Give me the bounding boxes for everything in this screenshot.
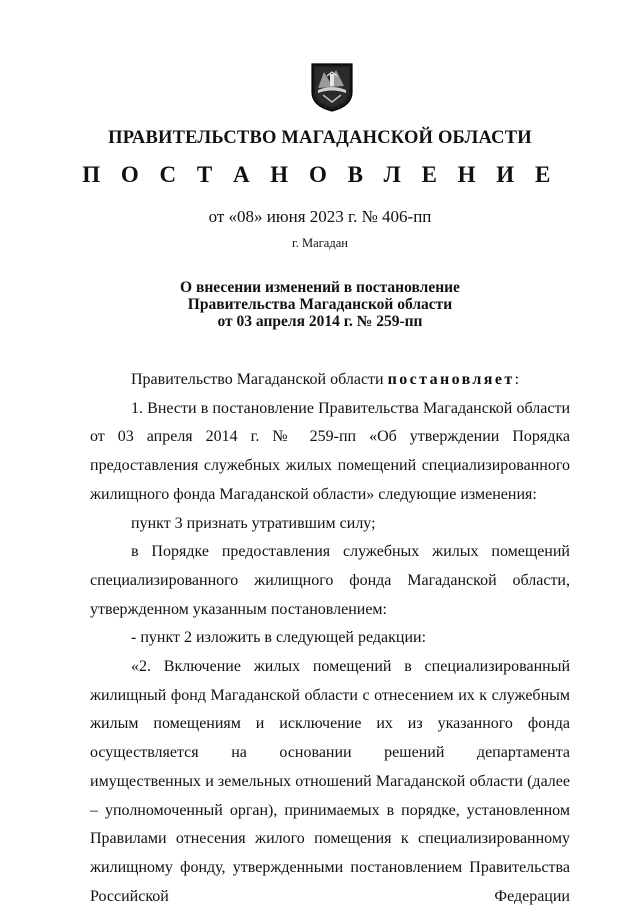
intro-lead: Правительство Магаданской области [131, 371, 388, 388]
item-1-order-paragraph: в Порядке предоставления служебных жилых помещений специализированного жилищного фонда Магаданской области, утвержденном указанным постановлением: [90, 543, 570, 618]
magadan-region-coat-of-arms-icon [310, 62, 354, 112]
document-body [90, 366, 570, 911]
subject-line: О внесении изменений в постановление [180, 279, 460, 296]
item-1-paragraph: 1. Внести в постановление Правительства Магаданской области от 03 апреля 2014 г. № 259-пп «Об утверждении Порядка предоставления служебных жилых помещений специализированного жилищного фонда Магаданской области» следующие изменения: [90, 399, 570, 503]
intro-keyword: постановляет [387, 371, 515, 388]
quoted-point-2: «2. Включение жилых помещений в специализированный жилищный фонд Магаданской области с отнесением их к служебным жилым помещениям и исключение их из указанного фонда осуществляется на основании решений департамента имущественных и земельных отношений Магаданской области (далее – уполномоченный орган), принимаемых в порядке, установленном Правилами отнесения жилого помещения к специализированному жилищному фонду, утвержденными постановлением Правительства Российской Федерации [90, 658, 570, 905]
item-1-point-2: - пункт 2 изложить в следующей редакции: [131, 629, 427, 647]
document-date-number: от «08» июня 2023 г. № 406-пп [208, 207, 432, 226]
item-1-point-3: пункт 3 признать утратившим силу; [131, 514, 376, 532]
subject-line: от 03 апреля 2014 г. № 259-пп [217, 313, 423, 330]
document-subject [0, 279, 640, 330]
intro-tail: : [514, 371, 520, 388]
document-city: г. Магадан [292, 236, 348, 250]
subject-line: Правительства Магаданской области [187, 296, 453, 313]
intro-paragraph [90, 366, 570, 395]
government-name: ПРАВИТЕЛЬСТВО МАГАДАНСКОЙ ОБЛАСТИ [108, 128, 532, 148]
document-type: П О С Т А Н О В Л Е Н И Е [82, 162, 558, 187]
